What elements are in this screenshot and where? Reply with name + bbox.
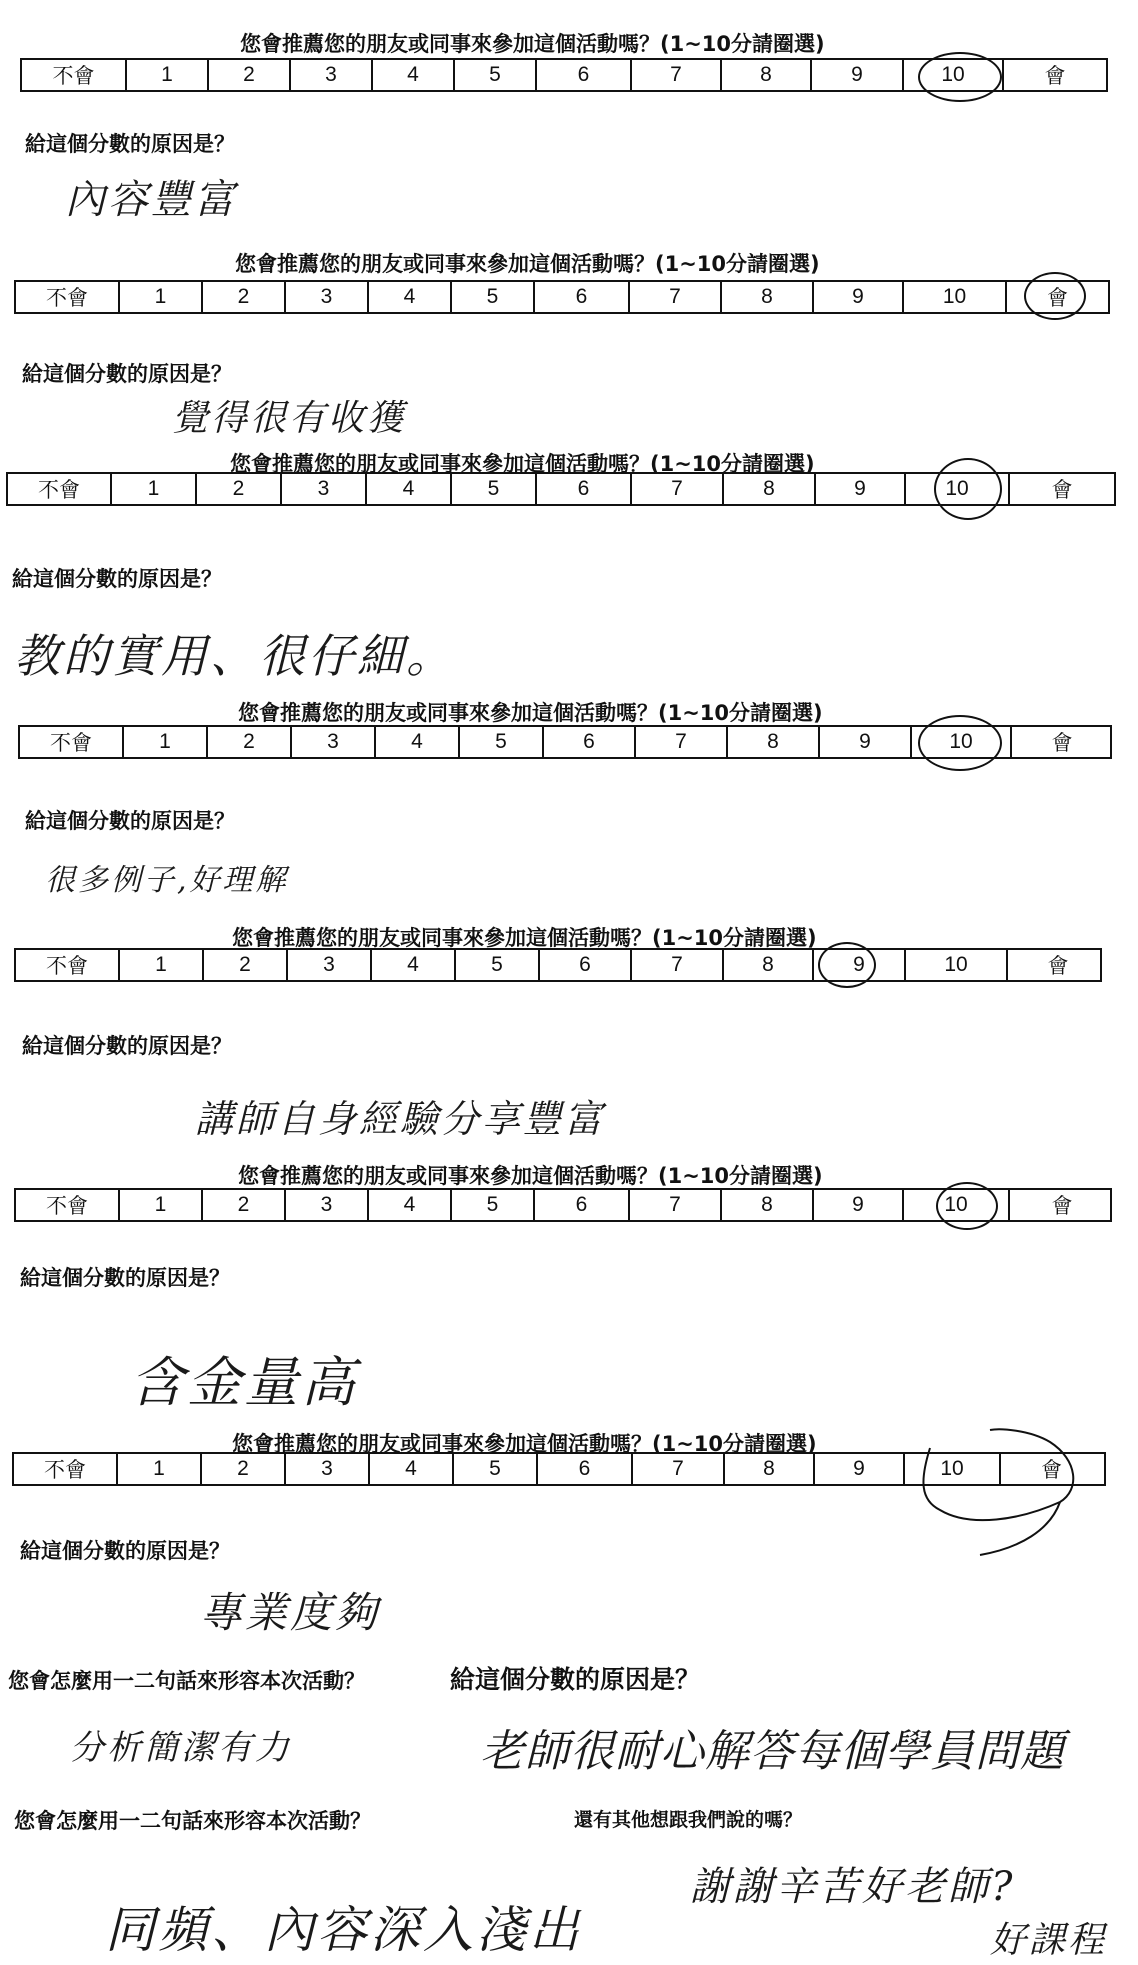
selection-circle (1024, 272, 1086, 320)
handwritten-reason: 很多例子,好理解 (45, 863, 289, 898)
scale-7[interactable]: 7 (632, 474, 724, 504)
scale-1[interactable]: 1 (118, 1454, 202, 1484)
scale-4[interactable]: 4 (376, 727, 460, 757)
scale-4[interactable]: 4 (372, 950, 456, 980)
scale-2[interactable]: 2 (209, 60, 291, 90)
scale-1[interactable]: 1 (127, 60, 209, 90)
scale-6[interactable]: 6 (540, 950, 632, 980)
describe-label: 您會怎麼用一二句話來形容本次活動？ (14, 1809, 371, 1833)
scale-yes[interactable]: 會 (1041, 1458, 1062, 1482)
scale-8[interactable]: 8 (722, 282, 814, 312)
question-label: 您會推薦您的朋友或同事來參加這個活動嗎？(1~10分請圈選) (235, 252, 820, 276)
scale-4[interactable]: 4 (367, 474, 452, 504)
scale-no[interactable]: 不會 (20, 727, 124, 757)
rating-scale (14, 948, 1102, 982)
scale-yes[interactable]: 會 (1051, 1194, 1073, 1218)
scale-no[interactable]: 不會 (14, 1454, 118, 1484)
scale-3[interactable]: 3 (286, 282, 369, 312)
handwritten-other: 謝謝辛苦好老師? (690, 1864, 1016, 1910)
reason-label: 給這個分數的原因是？ (25, 132, 235, 156)
scale-10[interactable]: 10 (904, 1190, 1010, 1220)
handwritten-reason: 專業度夠 (200, 1588, 381, 1637)
scale-8[interactable]: 8 (728, 727, 820, 757)
reason-label-large: 給這個分數的原因是？ (450, 1665, 701, 1694)
scale-yes[interactable]: 會 (1051, 478, 1073, 502)
handwritten-reason: 含金量高 (130, 1351, 358, 1414)
scale-9[interactable]: 9 (812, 60, 904, 90)
selection-circle (918, 715, 1002, 771)
scale-9[interactable]: 9 (816, 474, 906, 504)
scale-2[interactable]: 2 (204, 950, 288, 980)
scale-7[interactable]: 7 (632, 950, 724, 980)
reason-label: 給這個分數的原因是？ (12, 567, 222, 591)
question-label: 您會推薦您的朋友或同事來參加這個活動嗎？(1~10分請圈選) (238, 701, 823, 725)
scale-10[interactable]: 10 (906, 950, 1008, 980)
reason-label: 給這個分數的原因是？ (20, 1539, 230, 1563)
scale-1[interactable]: 1 (124, 727, 208, 757)
handwritten-reason: 教的實用、很仔細。 (14, 629, 455, 683)
question-label: 您會推薦您的朋友或同事來參加這個活動嗎？(1~10分請圈選) (240, 32, 825, 56)
scale-2[interactable]: 2 (208, 727, 292, 757)
scale-6[interactable]: 6 (537, 60, 632, 90)
scale-5[interactable]: 5 (456, 950, 540, 980)
scale-2[interactable]: 2 (197, 474, 282, 504)
selection-circle (818, 942, 876, 988)
scale-no[interactable]: 不會 (22, 60, 127, 90)
question-label: 您會推薦您的朋友或同事來參加這個活動嗎？(1~10分請圈選) (232, 926, 817, 950)
scale-4[interactable]: 4 (369, 282, 452, 312)
scale-9[interactable]: 9 (814, 950, 906, 980)
scale-8[interactable]: 8 (724, 474, 816, 504)
scale-yes[interactable]: 會 (1051, 731, 1073, 755)
describe-label: 您會怎麼用一二句話來形容本次活動？ (8, 1669, 365, 1693)
scale-yes[interactable]: 會 (1047, 954, 1069, 978)
scale-3[interactable]: 3 (282, 474, 367, 504)
scale-2[interactable]: 2 (202, 1454, 286, 1484)
scale-no[interactable]: 不會 (16, 282, 120, 312)
scale-5[interactable]: 5 (460, 727, 544, 757)
scale-5[interactable]: 5 (452, 1190, 535, 1220)
other-label: 還有其他想跟我們說的嗎？ (574, 1809, 803, 1831)
scale-1[interactable]: 1 (120, 950, 204, 980)
scale-5[interactable]: 5 (452, 282, 535, 312)
reason-label: 給這個分數的原因是？ (22, 1034, 232, 1058)
handwritten-other-line2: 好課程 (990, 1920, 1108, 1961)
scale-8[interactable]: 8 (722, 1190, 814, 1220)
scale-10[interactable]: 10 (906, 474, 1010, 504)
handwritten-reason: 講師自身經驗分享豐富 (195, 1097, 606, 1141)
scale-3[interactable]: 3 (286, 1190, 369, 1220)
scale-7[interactable]: 7 (636, 727, 728, 757)
scale-6[interactable]: 6 (544, 727, 636, 757)
question-label: 您會推薦您的朋友或同事來參加這個活動嗎？(1~10分請圈選) (238, 1164, 823, 1188)
scale-7[interactable]: 7 (630, 282, 722, 312)
rating-scale (14, 280, 1110, 314)
scale-10[interactable]: 10 (904, 282, 1007, 312)
scale-4[interactable]: 4 (369, 1190, 452, 1220)
scale-1[interactable]: 1 (120, 282, 203, 312)
scale-9[interactable]: 9 (814, 1190, 904, 1220)
selection-circle (936, 1182, 998, 1230)
scale-7[interactable]: 7 (630, 1190, 722, 1220)
scale-3[interactable]: 3 (291, 60, 373, 90)
scale-7[interactable]: 7 (632, 60, 722, 90)
scale-1[interactable]: 1 (120, 1190, 203, 1220)
question-label: 您會推薦您的朋友或同事來參加這個活動嗎？(1~10分請圈選) (230, 452, 815, 476)
question-label: 您會推薦您的朋友或同事來參加這個活動嗎？(1~10分請圈選) (232, 1432, 817, 1456)
handwritten-reason: 內容豐富 (65, 177, 237, 223)
scale-1[interactable]: 1 (112, 474, 197, 504)
scale-yes[interactable]: 會 (1044, 64, 1066, 88)
scale-3[interactable]: 3 (292, 727, 376, 757)
scale-5[interactable]: 5 (454, 1454, 538, 1484)
reason-label: 給這個分數的原因是？ (22, 362, 232, 386)
handwritten-reason: 覺得很有收獲 (172, 398, 407, 439)
scale-6[interactable]: 6 (537, 474, 632, 504)
scale-5[interactable]: 5 (452, 474, 537, 504)
scale-6[interactable]: 6 (535, 282, 630, 312)
reason-label: 給這個分數的原因是？ (20, 1266, 230, 1290)
scale-8[interactable]: 8 (725, 1454, 815, 1484)
scale-no[interactable]: 不會 (16, 950, 120, 980)
handwritten-describe: 分析簡潔有力 (70, 1728, 292, 1768)
scale-7[interactable]: 7 (633, 1454, 725, 1484)
scale-10[interactable]: 10 (905, 1454, 1001, 1484)
handwritten-reason: 老師很耐心解答每個學員問題 (480, 1726, 1065, 1777)
scale-3[interactable]: 3 (288, 950, 372, 980)
scale-10[interactable]: 10 (904, 60, 1004, 90)
scale-9[interactable]: 9 (814, 282, 904, 312)
scale-9[interactable]: 9 (820, 727, 912, 757)
scale-4[interactable]: 4 (370, 1454, 454, 1484)
scale-2[interactable]: 2 (203, 1190, 286, 1220)
scale-8[interactable]: 8 (722, 60, 812, 90)
selection-circle (934, 458, 1002, 520)
handwritten-describe: 同頻、內容深入淺出 (105, 1901, 582, 1959)
scale-3[interactable]: 3 (286, 1454, 370, 1484)
selection-circle (918, 52, 1002, 102)
scale-6[interactable]: 6 (538, 1454, 633, 1484)
scale-no[interactable]: 不會 (16, 1190, 120, 1220)
selection-arc (910, 1420, 1090, 1560)
scale-2[interactable]: 2 (203, 282, 286, 312)
scale-8[interactable]: 8 (724, 950, 814, 980)
scale-9[interactable]: 9 (815, 1454, 905, 1484)
scale-yes[interactable]: 會 (1047, 286, 1068, 310)
scale-no[interactable]: 不會 (8, 474, 112, 504)
reason-label: 給這個分數的原因是？ (25, 809, 235, 833)
scale-4[interactable]: 4 (373, 60, 455, 90)
scale-5[interactable]: 5 (455, 60, 537, 90)
scale-10[interactable]: 10 (912, 727, 1012, 757)
scale-6[interactable]: 6 (535, 1190, 630, 1220)
